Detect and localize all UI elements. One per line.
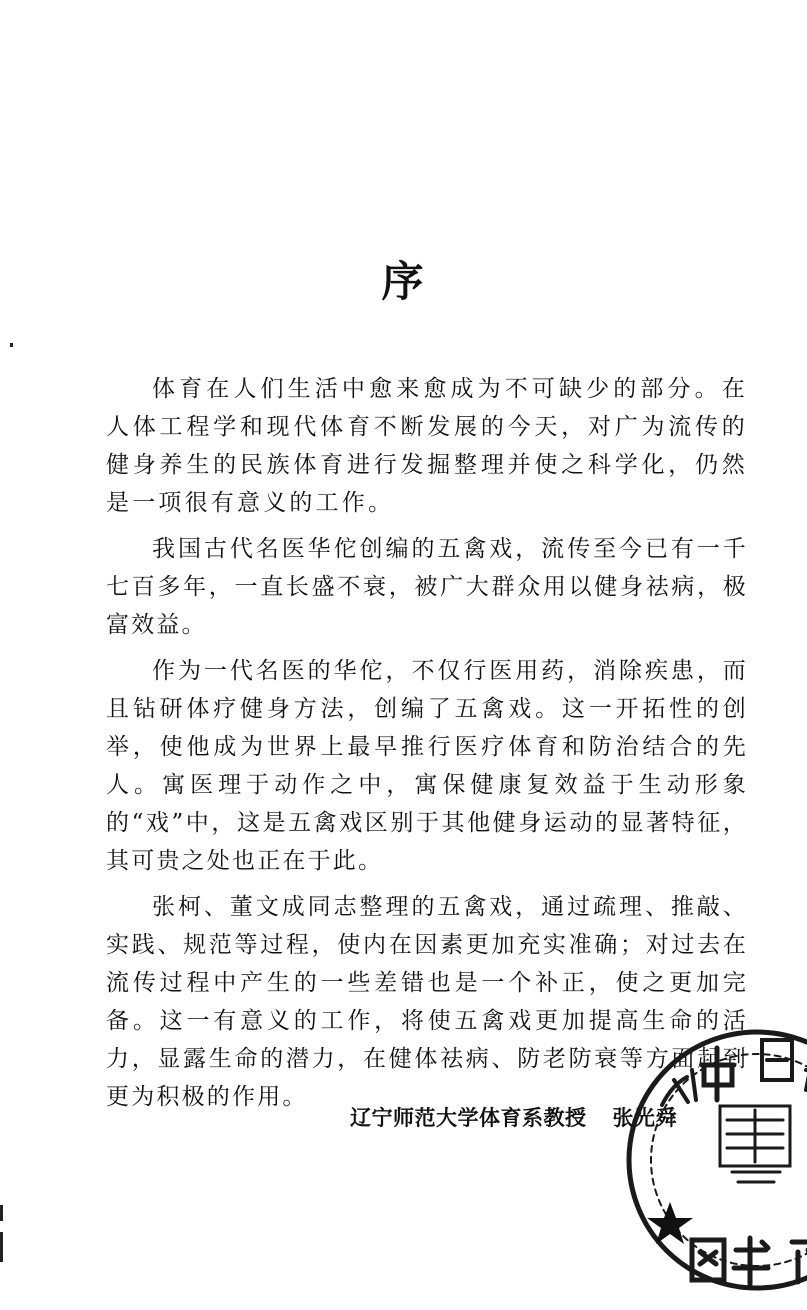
signature-affiliation: 辽宁师范大学体育系教授 xyxy=(350,1106,587,1130)
margin-mark xyxy=(0,1232,3,1262)
paragraph-4: 张柯、董文成同志整理的五禽戏，通过疏理、推敲、实践、规范等过程，使内在因素更加充实准确；对过去在流传过程中产生的一些差错也是一个补正，使之更加完备。这一有意义的工作，将使五禽戏更加提高生命的活力，显露生命的潜力，在健体祛病、防老防衰等方面起到更为积极的作用。 xyxy=(106,894,748,1110)
signature-name: 张光舜 xyxy=(612,1106,677,1130)
paragraph-2: 我国古代名医华佗创编的五禽戏，流传至今已有一千七百多年，一直长盛不衰，被广大群众用以健身祛病，极富效益。 xyxy=(106,536,748,638)
library-stamp xyxy=(622,1010,807,1310)
paragraph-1: 体育在人们生活中愈来愈成为不可缺少的部分。在人体工程学和现代体育不断发展的今天，对广为流传的健身养生的民族体育进行发掘整理并使之科学化，仍然是一项很有意义的工作。 xyxy=(106,376,748,516)
page-title: 序 xyxy=(381,257,426,306)
margin-mark xyxy=(0,1205,3,1221)
margin-mark xyxy=(10,343,13,347)
paragraph-3: 作为一代名医的华佗，不仅行医用药，消除疾患，而且钻研体疗健身方法，创编了五禽戏。这一开拓性的创举，使他成为世界上最早推行医疗体育和防治结合的先人。寓医理于动作之中，寓保健康复效益于生动形象的“戏”中，这是五禽戏区别于其他健身运动的显著特征，其可贵之处也正在于此。 xyxy=(106,658,748,874)
